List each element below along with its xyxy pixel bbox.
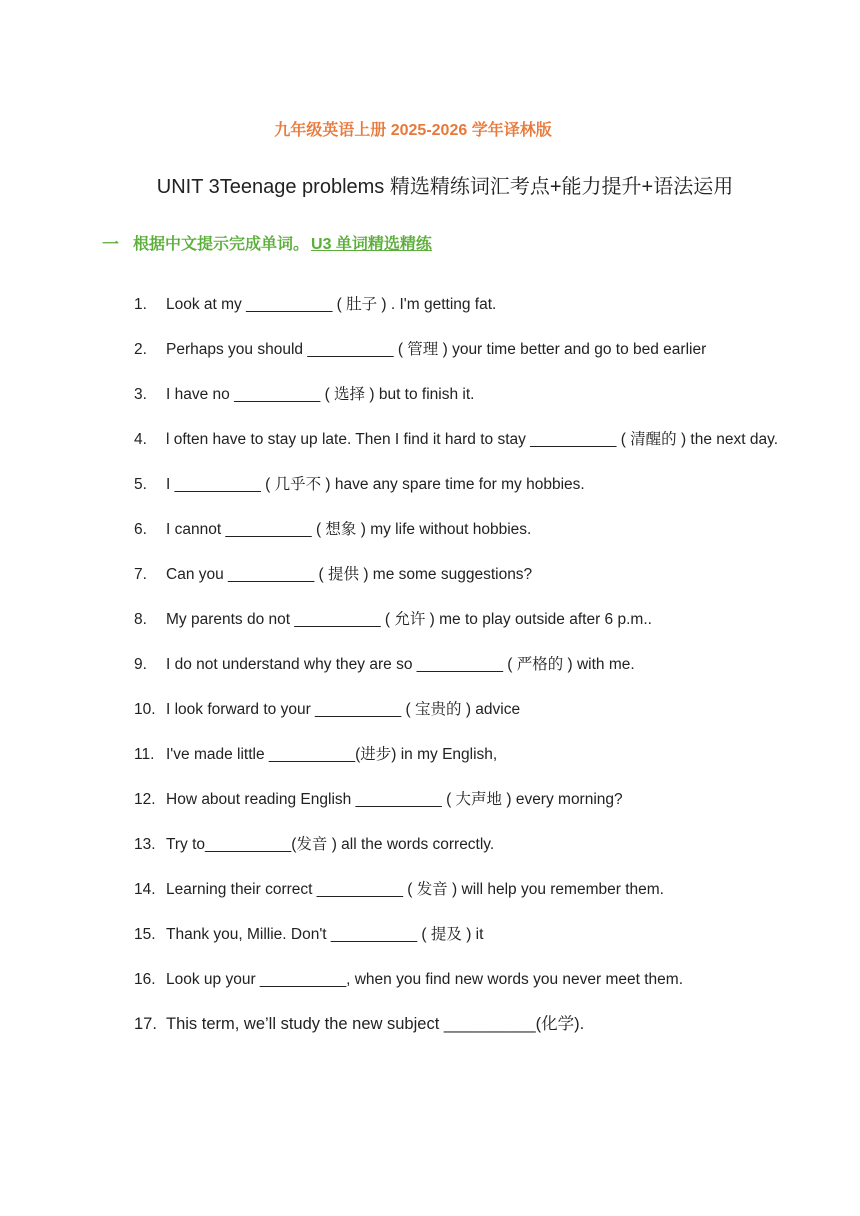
exercise-item <box>134 867 794 912</box>
item-number: 10. <box>134 701 156 718</box>
section-link[interactable]: U3 单词精选精练 <box>311 236 432 253</box>
exercise-list <box>134 282 794 1047</box>
item-text: Perhaps you should __________ ( 管理 ) your time better and go to bed earlier <box>166 341 707 358</box>
exercise-item <box>134 732 794 777</box>
item-number: 4. <box>134 431 147 448</box>
exercise-item <box>134 1002 794 1047</box>
item-text: Can you __________ ( 提供 ) me some suggestions? <box>166 566 533 583</box>
item-text: Look up your __________, when you find new words you never meet them. <box>166 971 683 988</box>
item-number: 5. <box>134 476 147 493</box>
item-number: 1. <box>134 296 147 313</box>
item-number: 7. <box>134 566 147 583</box>
section-heading <box>102 230 432 255</box>
exercise-item <box>134 507 794 552</box>
exercise-item <box>134 822 794 867</box>
exercise-item <box>134 462 794 507</box>
item-number: 16. <box>134 971 156 988</box>
page-title: UNIT 3Teenage problems 精选精练词汇考点+能力提升+语法运用 <box>156 176 734 198</box>
item-text: Look at my __________ ( 肚子 ) . I'm getting fat. <box>166 296 497 313</box>
item-text: Learning their correct __________ ( 发音 ) will help you remember them. <box>166 881 664 898</box>
item-text: I do not understand why they are so __________ ( 严格的 ) with me. <box>166 656 635 673</box>
item-text: l often have to stay up late. Then I find it hard to stay __________ ( 清醒的 ) the next day. <box>166 431 779 448</box>
exercise-item <box>134 372 794 417</box>
item-text: Try to__________(发音 ) all the words correctly. <box>166 836 495 853</box>
item-number: 11. <box>134 746 155 763</box>
exercise-item <box>134 282 794 327</box>
exercise-item <box>134 912 794 957</box>
item-number: 17. <box>134 1015 157 1033</box>
exercise-item <box>134 327 794 372</box>
item-text: Thank you, Millie. Don't __________ ( 提及 ) it <box>166 926 484 943</box>
item-text: I cannot __________ ( 想象 ) my life without hobbies. <box>166 521 532 538</box>
document-subtitle: 九年级英语上册 2025-2026 学年译林版 <box>274 122 552 139</box>
exercise-item <box>134 417 794 462</box>
item-number: 2. <box>134 341 147 358</box>
item-number: 13. <box>134 836 156 853</box>
section-label: 根据中文提示完成单词。 <box>133 236 310 253</box>
item-text: I've made little __________(进步) in my English, <box>166 746 498 763</box>
item-text: My parents do not __________ ( 允许 ) me to play outside after 6 p.m.. <box>166 611 652 628</box>
item-text: I look forward to your __________ ( 宝贵的 ) advice <box>166 701 521 718</box>
exercise-item <box>134 642 794 687</box>
item-number: 6. <box>134 521 147 538</box>
item-number: 9. <box>134 656 147 673</box>
item-number: 12. <box>134 791 156 808</box>
exercise-item <box>134 957 794 1002</box>
exercise-item <box>134 552 794 597</box>
item-text: How about reading English __________ ( 大声地 ) every morning? <box>166 791 623 808</box>
item-number: 15. <box>134 926 156 943</box>
exercise-item <box>134 597 794 642</box>
item-text: I have no __________ ( 选择 ) but to finish it. <box>166 386 475 403</box>
item-text: I __________ ( 几乎不 ) have any spare time for my hobbies. <box>166 476 585 493</box>
item-number: 14. <box>134 881 156 898</box>
exercise-item <box>134 777 794 822</box>
item-number: 3. <box>134 386 147 403</box>
section-marker: 一 <box>102 235 119 254</box>
item-text: This term, we’ll study the new subject __________(化学). <box>166 1015 585 1033</box>
exercise-item <box>134 687 794 732</box>
item-number: 8. <box>134 611 147 628</box>
